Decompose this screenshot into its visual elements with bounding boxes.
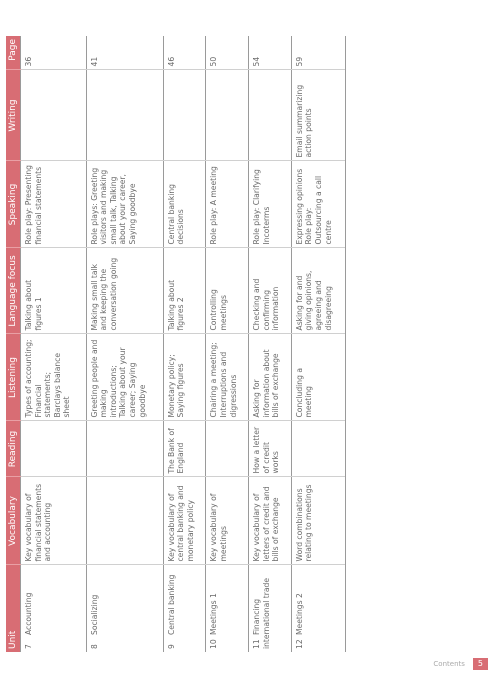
page-cell: 41 (86, 36, 163, 70)
speaking-cell: Central banking decisions (163, 161, 206, 248)
header-unit: Unit (6, 565, 21, 652)
language-focus-cell: Checking and confirming information (249, 248, 292, 334)
header-reading: Reading (6, 421, 21, 477)
language-focus-cell: Talking about figures 1 (21, 248, 87, 334)
table-row (163, 36, 206, 652)
speaking-cell: Expressing opinions Role play: Outsourcing a call centre (291, 161, 345, 248)
page-cell: 36 (21, 36, 87, 70)
footer-label: Contents (433, 660, 465, 668)
listening-cell: Asking for information about bills of exchange (249, 334, 292, 421)
writing-cell (163, 70, 206, 161)
writing-cell (21, 70, 87, 161)
unit-title: Accounting (24, 592, 33, 635)
reading-cell: How a letter of credit works (249, 421, 292, 477)
header-writing: Writing (6, 70, 21, 161)
page-cell: 54 (249, 36, 292, 70)
contents-table-rotated (6, 36, 346, 652)
speaking-cell: Role play: Clarifying Incoterms (249, 161, 292, 248)
reading-cell (291, 421, 345, 477)
listening-cell: Greeting people and making introductions; Talking about your career; Saying goodbye (86, 334, 163, 421)
table-row (249, 36, 292, 652)
page-footer (433, 657, 488, 671)
language-focus-cell: Making small talk and keeping the conversation going (86, 248, 163, 334)
table-row (86, 36, 163, 652)
page-cell: 50 (206, 36, 249, 70)
footer-page-number: 5 (473, 658, 488, 670)
unit-number: 8 (89, 644, 99, 649)
vocabulary-cell: Word combinations relating to meetings (291, 477, 345, 565)
reading-cell (86, 421, 163, 477)
reading-cell (206, 421, 249, 477)
vocabulary-cell: Key vocabulary of letters of credit and bills of exchange (249, 477, 292, 565)
vocabulary-cell: Key vocabulary of financial statements and accounting (21, 477, 87, 565)
reading-cell: The Bank of England (163, 421, 206, 477)
speaking-cell: Role play: A meeting (206, 161, 249, 248)
vocabulary-cell (86, 477, 163, 565)
speaking-cell: Role play: Presenting financial statements (21, 161, 87, 248)
header-language-focus: Language focus (6, 248, 21, 334)
language-focus-cell: Talking about figures 2 (163, 248, 206, 334)
unit-title: Meetings 2 (294, 593, 304, 635)
writing-cell (86, 70, 163, 161)
unit-title: Meetings 1 (209, 593, 219, 635)
unit-cell (21, 565, 87, 652)
unit-number: 11 (252, 639, 262, 649)
listening-cell: Chairing a meeting; Interruptions and digressions (206, 334, 249, 421)
unit-title: Central banking (166, 574, 176, 635)
table-row (21, 36, 87, 652)
vocabulary-cell: Key vocabulary of central banking and monetary policy (163, 477, 206, 565)
vocabulary-cell: Key vocabulary of meetings (206, 477, 249, 565)
listening-cell: Concluding a meeting (291, 334, 345, 421)
unit-cell (206, 565, 249, 652)
listening-cell: Monetary policy; Saying figures (163, 334, 206, 421)
writing-cell (249, 70, 292, 161)
listening-cell: Types of accounting; Financial statements; Barclays balance sheet (21, 334, 87, 421)
contents-table (6, 36, 346, 652)
unit-number: 7 (24, 644, 33, 649)
header-page: Page (6, 36, 21, 70)
table-row (291, 36, 345, 652)
header-speaking: Speaking (6, 161, 21, 248)
unit-cell (163, 565, 206, 652)
unit-number: 9 (166, 644, 176, 649)
unit-number: 10 (209, 639, 219, 649)
writing-cell: Email summarizing action points (291, 70, 345, 161)
unit-number: 12 (294, 639, 304, 649)
page-cell: 59 (291, 36, 345, 70)
table-row (206, 36, 249, 652)
language-focus-cell: Controlling meetings (206, 248, 249, 334)
unit-cell (291, 565, 345, 652)
header-listening: Listening (6, 334, 21, 421)
unit-cell (86, 565, 163, 652)
unit-title: Socializing (89, 594, 99, 635)
reading-cell (21, 421, 87, 477)
writing-cell (206, 70, 249, 161)
page-cell: 46 (163, 36, 206, 70)
header-vocabulary: Vocabulary (6, 477, 21, 565)
header-row (6, 36, 21, 652)
unit-title: Financing international trade (252, 578, 271, 649)
speaking-cell: Role plays: Greeting visitors and making small talk, Talking about your career, Saying goodbye (86, 161, 163, 248)
language-focus-cell: Asking for and giving opinions, agreeing and disagreeing (291, 248, 345, 334)
unit-cell (249, 565, 292, 652)
